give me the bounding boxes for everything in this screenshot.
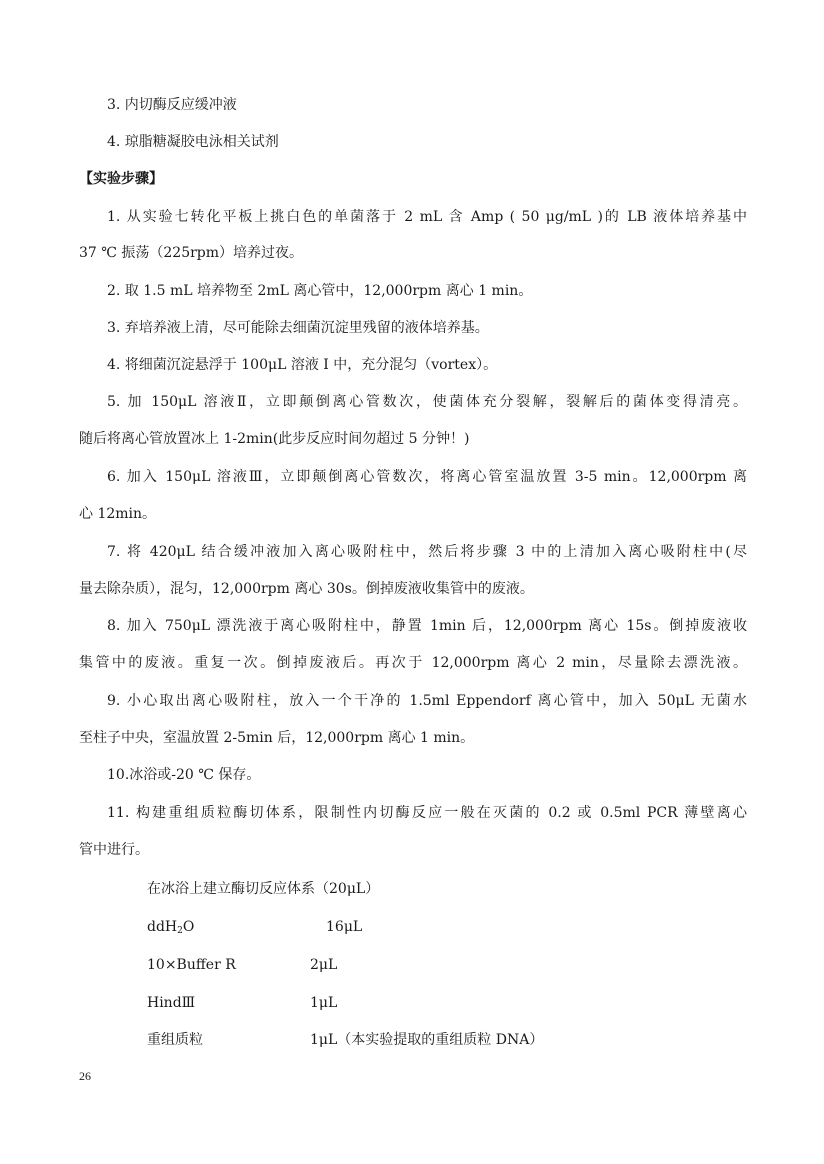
step-8-line-1: 8. 加入 750μL 漂洗液于离心吸附柱中，静置 1min 后，12,000rpm 离心 15s。倒掉废液收 [107, 618, 747, 634]
step-2: 2. 取 1.5 mL 培养物至 2mL 离心管中，12,000rpm 离心 1 min。 [107, 283, 533, 299]
step-9-line-1: 9. 小心取出离心吸附柱，放入一个干净的 1.5ml Eppendorf 离心管中，加入 50μL 无菌水 [107, 693, 747, 709]
step-10: 10.冰浴或-20 ℃ 保存。 [107, 767, 261, 783]
reaction-component: ddH$_2$O [147, 919, 195, 936]
step-3: 3. 弃培养液上清，尽可能除去细菌沉淀里残留的液体培养基。 [107, 320, 489, 336]
step-5-line-2: 随后将离心管放置冰上 1-2min(此步反应时间勿超过 5 分钟！) [79, 431, 470, 447]
reaction-component: 重组质粒 [147, 1032, 203, 1048]
material-item-3: 3. 内切酶反应缓冲液 [107, 97, 237, 113]
step-5-line-1: 5. 加 150μL 溶液Ⅱ，立即颠倒离心管数次，使菌体充分裂解，裂解后的菌体变得清亮。 [107, 394, 747, 410]
reaction-component: 10×Buffer R [147, 957, 236, 973]
reaction-amount: 1μL（本实验提取的重组质粒 DNA） [310, 1032, 544, 1048]
step-11-line-2: 管中进行。 [79, 842, 149, 858]
reaction-amount: 16μL [326, 919, 363, 935]
step-4: 4. 将细菌沉淀悬浮于 100μL 溶液 I 中，充分混匀（vortex）。 [107, 357, 498, 373]
step-7-line-1: 7. 将 420μL 结合缓冲液加入离心吸附柱中，然后将步骤 3 中的上清加入离心吸附柱中(尽 [107, 544, 747, 560]
step-9-line-2: 至柱子中央，室温放置 2-5min 后，12,000rpm 离心 1 min。 [79, 730, 475, 746]
step-1-line-1: 1. 从实验七转化平板上挑白色的单菌落于 2 mL 含 Amp ( 50 μg/mL )的 LB 液体培养基中 [107, 209, 747, 225]
step-11-line-1: 11. 构建重组质粒酶切体系，限制性内切酶反应一般在灭菌的 0.2 或 0.5ml PCR 薄壁离心 [107, 805, 747, 821]
material-item-4: 4. 琼脂糖凝胶电泳相关试剂 [107, 134, 279, 150]
step-1-line-2: 37 ℃ 振荡（225rpm）培养过夜。 [79, 245, 304, 261]
step-7-line-2: 量去除杂质），混匀，12,000rpm 离心 30s。倒掉废液收集管中的废液。 [79, 581, 534, 597]
step-8-line-2: 集管中的废液。重复一次。倒掉废液后。再次于 12,000rpm 离心 2 min，尽量除去漂洗液。 [79, 655, 747, 671]
reaction-title: 在冰浴上建立酶切反应体系（20μL） [147, 881, 380, 897]
section-heading: 【实验步骤】 [79, 171, 163, 187]
page-number: 26 [79, 1069, 91, 1083]
step-6-line-1: 6. 加入 150μL 溶液Ⅲ，立即颠倒离心管数次，将离心管室温放置 3-5 min。12,000rpm 离 [107, 469, 747, 485]
step-6-line-2: 心 12min。 [79, 506, 157, 522]
reaction-amount: 2μL [310, 957, 338, 973]
reaction-component: HindⅢ [147, 995, 196, 1011]
reaction-amount: 1μL [310, 995, 338, 1011]
